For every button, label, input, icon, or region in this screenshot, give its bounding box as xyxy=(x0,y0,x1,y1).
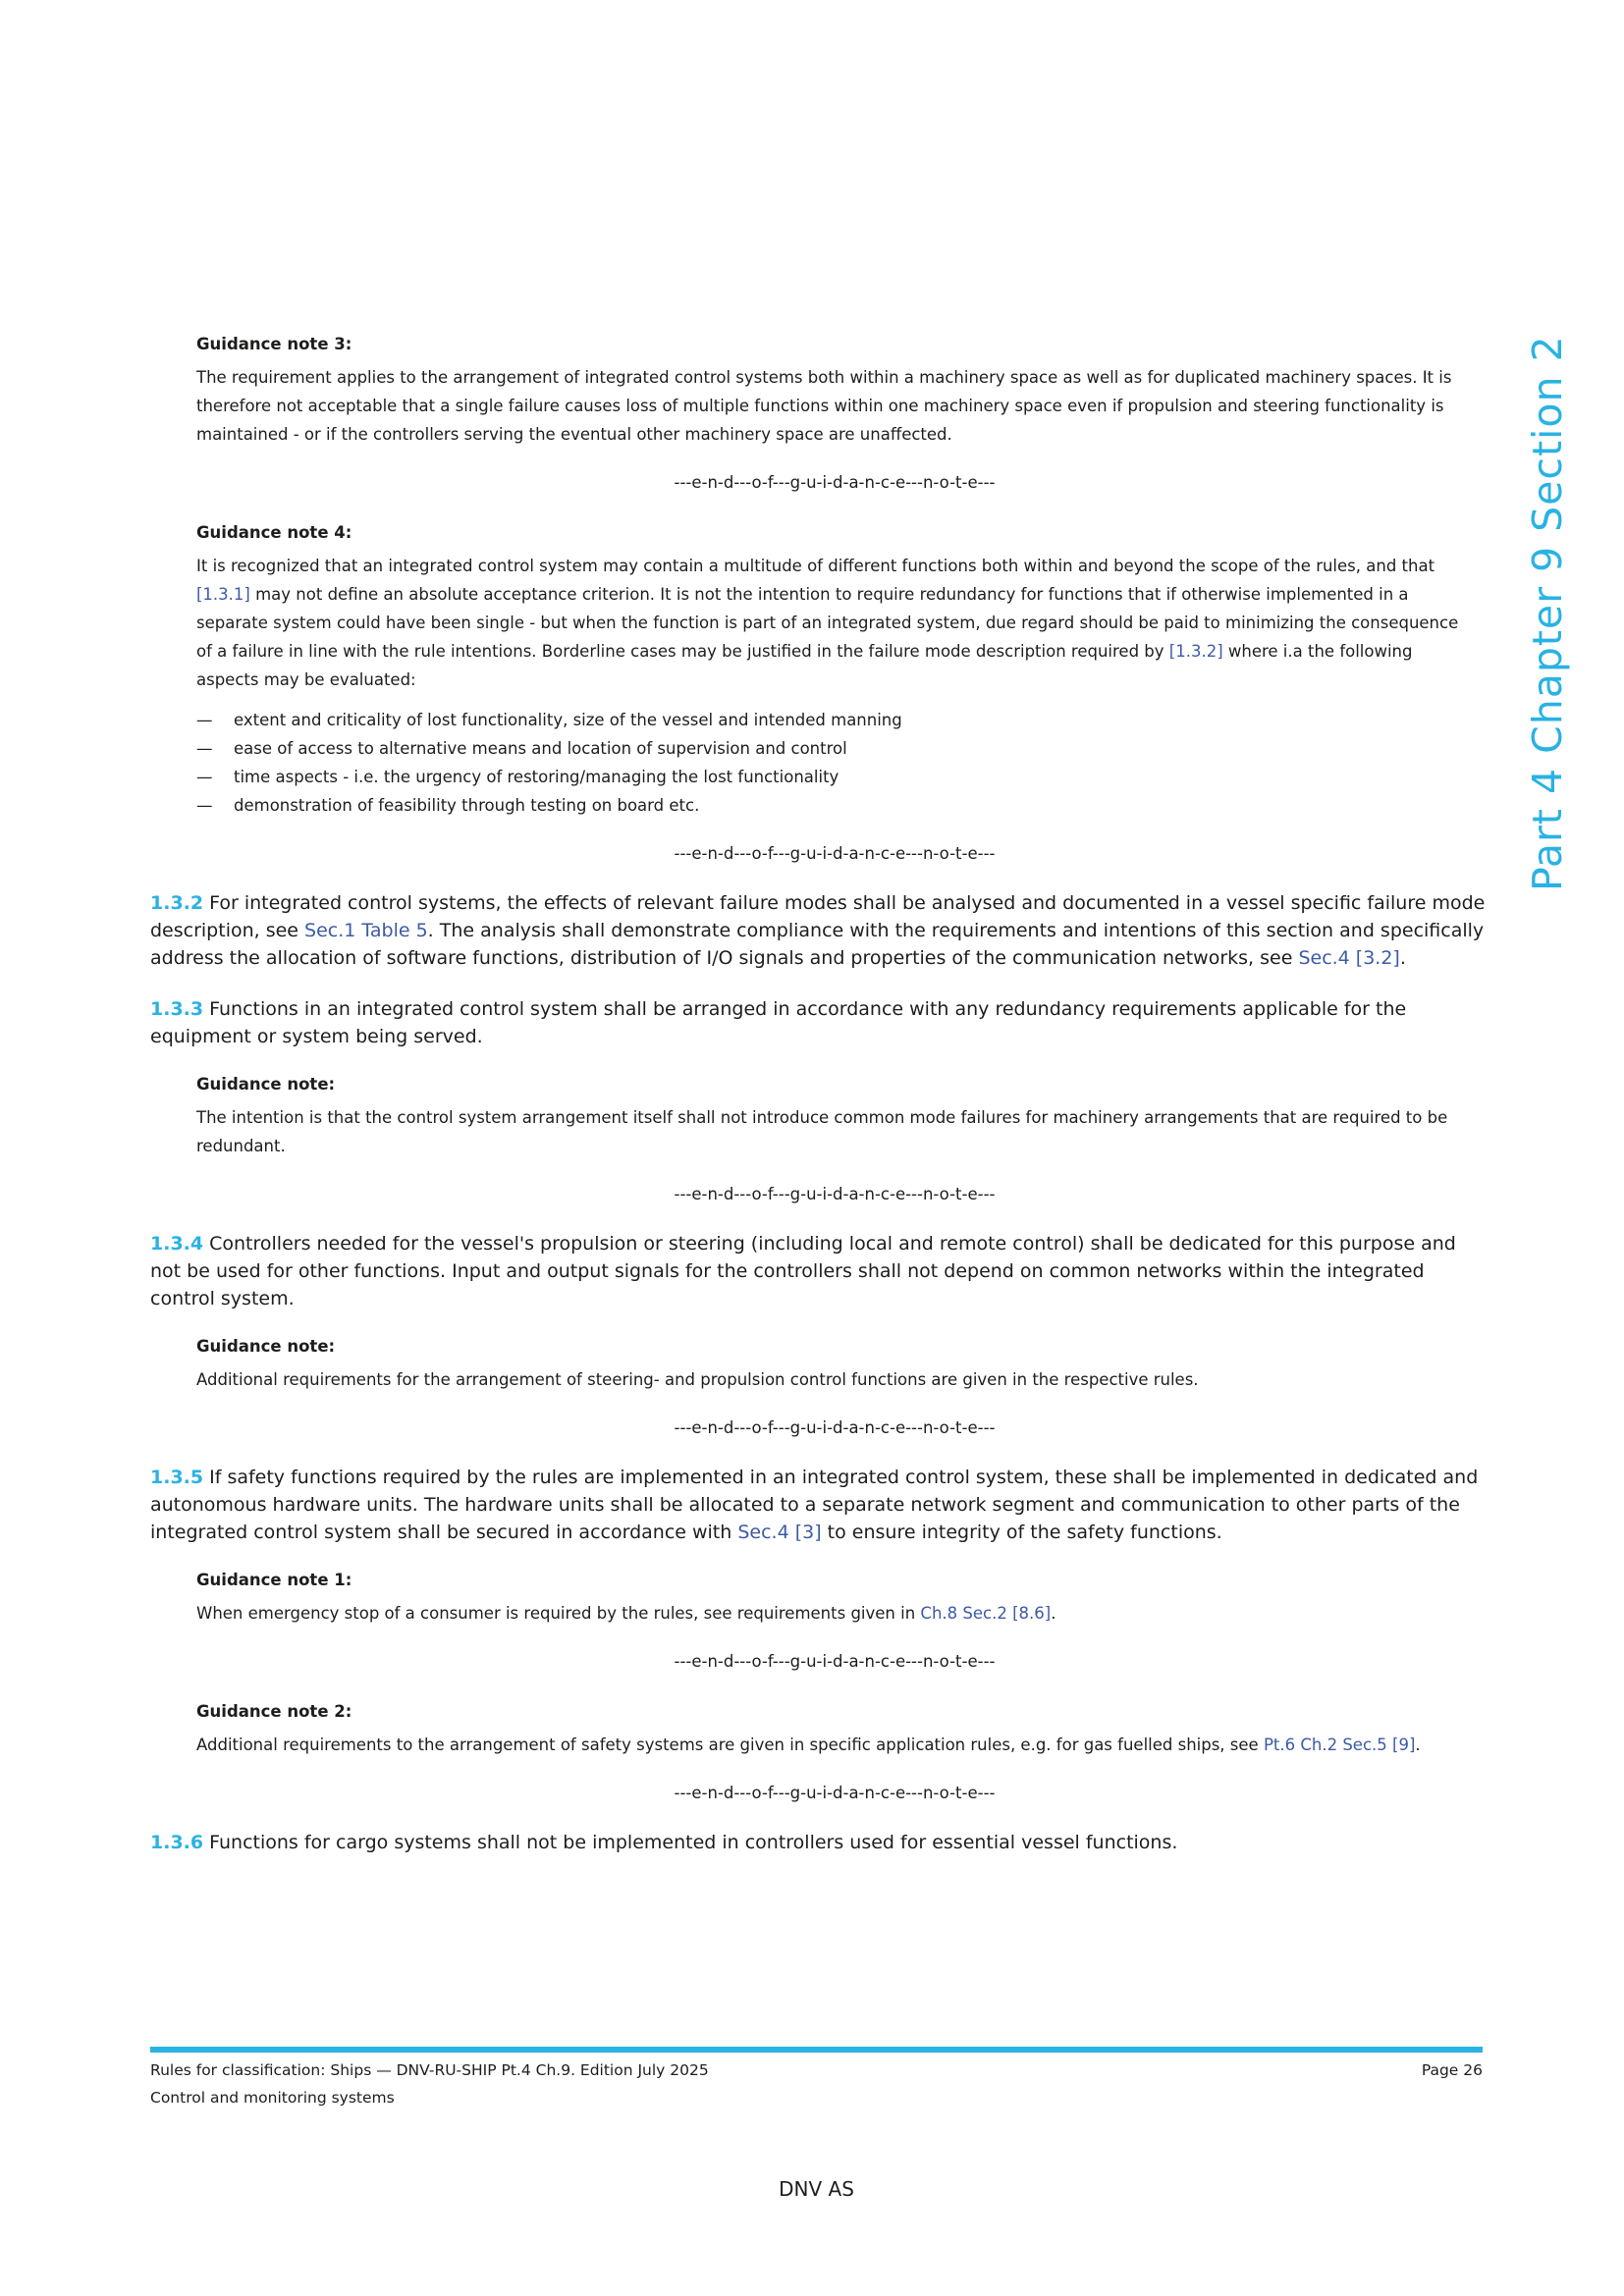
guidance-note-1-3-3 xyxy=(196,1070,1473,1208)
text-segment: may not define an absolute acceptance criterion. It is not the intention to require redundancy for functions that if otherwise implemented in a separate system could have been single - but when the function is part of an integrated system, due regard should be paid to minimizing the consequence of a failure in line with the rule intentions. Borderline cases may be justified in the failure mode description required by xyxy=(196,585,1459,661)
dash-bullet: — xyxy=(196,711,213,729)
guidance-note-2-of-1-3-5 xyxy=(196,1697,1473,1807)
footer-page-number: Page 26 xyxy=(1421,2061,1483,2079)
guidance-note-heading: Guidance note 1: xyxy=(196,1571,352,1589)
text-segment: Functions for cargo systems shall not be implemented in controllers used for essential vessel functions. xyxy=(209,1832,1178,1853)
end-of-guidance-note: ---e-n-d---o-f---g-u-i-d-a-n-c-e---n-o-t-e--- xyxy=(674,1652,996,1671)
footer-doc-title: Control and monitoring systems xyxy=(150,2089,395,2107)
guidance-note-1-3-4 xyxy=(196,1332,1473,1442)
bullet-text: time aspects - i.e. the urgency of restoring/managing the lost functionality xyxy=(234,768,839,786)
footer-company: DNV AS xyxy=(779,2177,854,2201)
footer-accent-rule xyxy=(150,2047,1483,2053)
end-of-guidance-note: ---e-n-d---o-f---g-u-i-d-a-n-c-e---n-o-t-e--- xyxy=(674,1418,996,1437)
dash-bullet: — xyxy=(196,768,213,786)
bullet-list xyxy=(196,706,1473,820)
text-segment: If safety functions required by the rules are implemented in an integrated control system, these shall be implemented in dedicated and autonomous hardware units. The hardware units shall be allocated to a separate network segment and communication to other parts of the integrated control system shall be secured in accordance with xyxy=(150,1467,1479,1543)
guidance-note-heading: Guidance note: xyxy=(196,1075,336,1094)
bullet-text: ease of access to alternative means and location of supervision and control xyxy=(234,739,847,758)
list-item xyxy=(196,706,1473,734)
rule-number: 1.3.5 xyxy=(150,1467,204,1488)
inline-link[interactable]: Sec.1 Table 5 xyxy=(304,920,428,941)
end-of-guidance-note: ---e-n-d---o-f---g-u-i-d-a-n-c-e---n-o-t-e--- xyxy=(674,473,996,492)
text-segment: For integrated control systems, the effects of relevant failure modes shall be analysed and documented in a vessel specific failure mode description, see xyxy=(150,892,1486,941)
guidance-note-3 xyxy=(196,330,1473,497)
content-area xyxy=(150,330,1486,1880)
text-segment: . xyxy=(1051,1604,1056,1623)
footer-edition-text: Rules for classification: Ships — DNV-RU-SHIP Pt.4 Ch.9. Edition July 2025 xyxy=(150,2061,709,2079)
dash-bullet: — xyxy=(196,739,213,758)
rule-1-3-5 xyxy=(150,1464,1486,1546)
bullet-text: demonstration of feasibility through testing on board etc. xyxy=(234,796,700,815)
footer-edition-row xyxy=(150,2059,1483,2081)
rule-number: 1.3.2 xyxy=(150,892,204,914)
rule-1-3-6 xyxy=(150,1829,1486,1856)
inline-link[interactable]: Ch.8 Sec.2 [8.6] xyxy=(920,1604,1052,1623)
rule-number: 1.3.4 xyxy=(150,1233,204,1255)
end-of-guidance-note: ---e-n-d---o-f---g-u-i-d-a-n-c-e---n-o-t-e--- xyxy=(674,844,996,863)
text-segment: When emergency stop of a consumer is required by the rules, see requirements given in xyxy=(196,1604,921,1623)
rule-text xyxy=(150,998,1406,1047)
guidance-note-text xyxy=(196,1103,1473,1160)
bullet-text: extent and criticality of lost functionality, size of the vessel and intended manning xyxy=(234,711,902,729)
text-segment: Additional requirements for the arrangement of steering- and propulsion control functions are given in the respective rules. xyxy=(196,1370,1199,1389)
rule-1-3-3 xyxy=(150,995,1486,1050)
text-segment: . xyxy=(1415,1735,1421,1754)
rule-number: 1.3.6 xyxy=(150,1832,204,1853)
guidance-note-text xyxy=(196,1731,1473,1759)
text-segment: The intention is that the control system arrangement itself shall not introduce common mode failures for machinery arrangements that are required to be redundant. xyxy=(196,1108,1448,1155)
guidance-note-4-text xyxy=(196,552,1473,694)
inline-link[interactable]: [1.3.1] xyxy=(196,585,250,604)
sidebar-vertical-label: Part 4 Chapter 9 Section 2 xyxy=(1524,335,1571,891)
dash-bullet: — xyxy=(196,796,213,815)
guidance-note-1-of-1-3-5 xyxy=(196,1566,1473,1676)
inline-link[interactable]: Sec.4 [3.2] xyxy=(1298,947,1400,969)
text-segment: where i.a the following aspects may be evaluated: xyxy=(196,642,1413,689)
rule-text xyxy=(209,1832,1177,1853)
end-of-guidance-note: ---e-n-d---o-f---g-u-i-d-a-n-c-e---n-o-t-e--- xyxy=(674,1784,996,1802)
guidance-note-heading: Guidance note 2: xyxy=(196,1702,352,1721)
text-segment: Controllers needed for the vessel's propulsion or steering (including local and remote control) shall be dedicated for this purpose and not be used for other functions. Input and output signals for the controllers shall not depend on common networks within the integrated control system. xyxy=(150,1233,1456,1309)
guidance-note-text xyxy=(196,1365,1473,1394)
guidance-note-3-text xyxy=(196,363,1473,449)
text-segment: . xyxy=(1399,947,1406,969)
list-item xyxy=(196,734,1473,763)
inline-link[interactable]: [1.3.2] xyxy=(1168,642,1223,661)
rule-text xyxy=(150,1233,1456,1309)
guidance-note-text xyxy=(196,1599,1473,1628)
rule-number: 1.3.3 xyxy=(150,998,204,1020)
list-item xyxy=(196,791,1473,820)
text-segment: It is recognized that an integrated control system may contain a multitude of different functions both within and beyond the scope of the rules, and that xyxy=(196,557,1435,575)
list-item xyxy=(196,763,1473,791)
rule-1-3-2 xyxy=(150,889,1486,972)
inline-link[interactable]: Pt.6 Ch.2 Sec.5 [9] xyxy=(1263,1735,1416,1754)
rule-text xyxy=(150,1467,1478,1543)
guidance-note-4 xyxy=(196,518,1473,868)
text-segment: The requirement applies to the arrangement of integrated control systems both within a machinery space as well as for duplicated machinery spaces. It is therefore not acceptable that a single failure causes loss of multiple functions within one machinery space even if propulsion and steering functionality is maintained - or if the controllers serving the eventual other machinery space are unaffected. xyxy=(196,368,1452,444)
rule-1-3-4 xyxy=(150,1230,1486,1312)
text-segment: Additional requirements to the arrangement of safety systems are given in specific application rules, e.g. for gas fuelled ships, see xyxy=(196,1735,1264,1754)
text-segment: . The analysis shall demonstrate compliance with the requirements and intentions of this section and specifically address the allocation of software functions, distribution of I/O signals and properties of the communication networks, see xyxy=(150,920,1485,969)
text-segment: to ensure integrity of the safety functions. xyxy=(821,1522,1222,1543)
text-segment: Functions in an integrated control system shall be arranged in accordance with any redundancy requirements applicable for the equipment or system being served. xyxy=(150,998,1407,1047)
rule-text xyxy=(150,892,1485,969)
guidance-note-3-heading: Guidance note 3: xyxy=(196,335,352,353)
inline-link[interactable]: Sec.4 [3] xyxy=(737,1522,822,1543)
end-of-guidance-note: ---e-n-d---o-f---g-u-i-d-a-n-c-e---n-o-t-e--- xyxy=(674,1185,996,1203)
guidance-note-heading: Guidance note: xyxy=(196,1337,336,1356)
guidance-note-4-heading: Guidance note 4: xyxy=(196,523,352,542)
